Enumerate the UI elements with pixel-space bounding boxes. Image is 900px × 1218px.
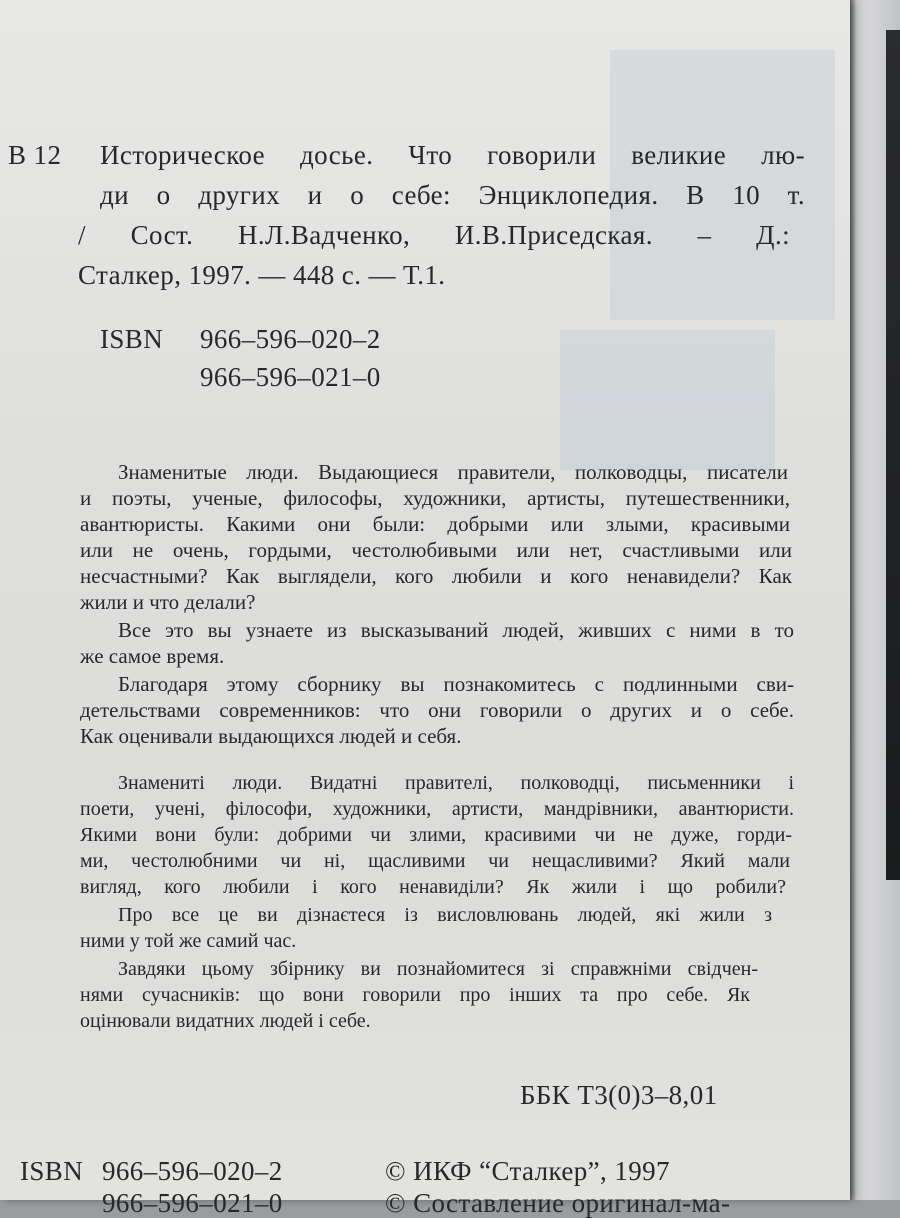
annotation-ru-line-11: Как оценивали выдающихся людей и себя. (80, 724, 462, 748)
annotation-ru-line-5: несчастными? Как выглядели, кого любили и кого ненавидели? Как (80, 564, 792, 588)
catalog-line-3: / Сост. Н.Л.Вадченко, И.В.Приседская. – Д.: (78, 220, 790, 250)
annotation-uk-line-2: поети, учені, філософи, художники, артисти, мандрівники, авантюристи. (80, 798, 794, 820)
isbn-number-top-2: 966–596–021–0 (200, 362, 381, 392)
annotation-uk-line-9: нями сучасників: що вони говорили про інших та про себе. Як (80, 984, 750, 1006)
isbn-label-bottom: ISBN (20, 1156, 84, 1186)
background-right-edge (850, 0, 900, 1200)
catalog-line-1: Историческое досье. Что говорили великие лю- (100, 140, 805, 170)
annotation-ru-line-8: же самое время. (80, 644, 225, 668)
isbn-number-bottom-2: 966–596–021–0 (102, 1188, 283, 1218)
copyright-line-2: © Составление оригинал-ма- (385, 1188, 731, 1218)
annotation-ru-line-1: Знаменитые люди. Выдающиеся правители, полководцы, писатели (118, 460, 788, 484)
catalog-line-2: ди о других и о себе: Энциклопедия. В 10 т. (100, 180, 805, 210)
isbn-label-top: ISBN (100, 324, 164, 354)
annotation-uk-line-8: Завдяки цьому збірнику ви познайомитеся зі справжніми свідчен- (118, 958, 758, 980)
copyright-line-1: © ИКФ “Сталкер”, 1997 (385, 1156, 670, 1186)
cover-show-through-lower (560, 330, 775, 470)
bbk-code: ББК Т3(0)3–8,01 (520, 1080, 718, 1110)
isbn-number-top-1: 966–596–020–2 (200, 324, 381, 354)
annotation-uk-line-7: ними у той же самий час. (80, 930, 297, 952)
annotation-uk-line-10: оцінювали видатних людей і себе. (80, 1010, 371, 1032)
annotation-ru-line-2: и поэты, ученые, философы, художники, артисты, путешественники, (80, 486, 790, 510)
dark-book-edge (886, 30, 900, 880)
annotation-uk-line-4: ми, честолюбними чи ні, щасливими чи нещасливими? Який мали (80, 850, 790, 872)
isbn-number-bottom-1: 966–596–020–2 (102, 1156, 283, 1186)
catalog-line-4: Сталкер, 1997. — 448 с. — Т.1. (78, 260, 446, 290)
annotation-ru-line-10: детельствами современников: что они говорили о других и о себе. (80, 698, 794, 722)
annotation-uk-line-5: вигляд, кого любили і кого ненавиділи? Як жили і що робили? (80, 876, 786, 898)
annotation-ru-line-6: жили и что делали? (80, 590, 256, 614)
annotation-uk-line-1: Знамениті люди. Видатні правителі, полководці, письменники і (118, 772, 794, 794)
catalog-index: В 12 (8, 140, 62, 170)
annotation-ru-line-4: или не очень, гордыми, честолюбивыми или нет, счастливыми или (80, 538, 792, 562)
annotation-uk-line-3: Якими вони були: добрими чи злими, красивими чи не дуже, горди- (80, 824, 792, 846)
annotation-ru-line-9: Благодаря этому сборнику вы познакомитесь с подлинными сви- (118, 672, 794, 696)
annotation-uk-line-6: Про все це ви дізнаєтеся із висловлювань людей, які жили з (118, 904, 772, 926)
annotation-ru-line-7: Все это вы узнаете из высказываний людей, живших с ними в то (118, 618, 794, 642)
annotation-ru-line-3: авантюристы. Какими они были: добрыми или злыми, красивыми (80, 512, 790, 536)
